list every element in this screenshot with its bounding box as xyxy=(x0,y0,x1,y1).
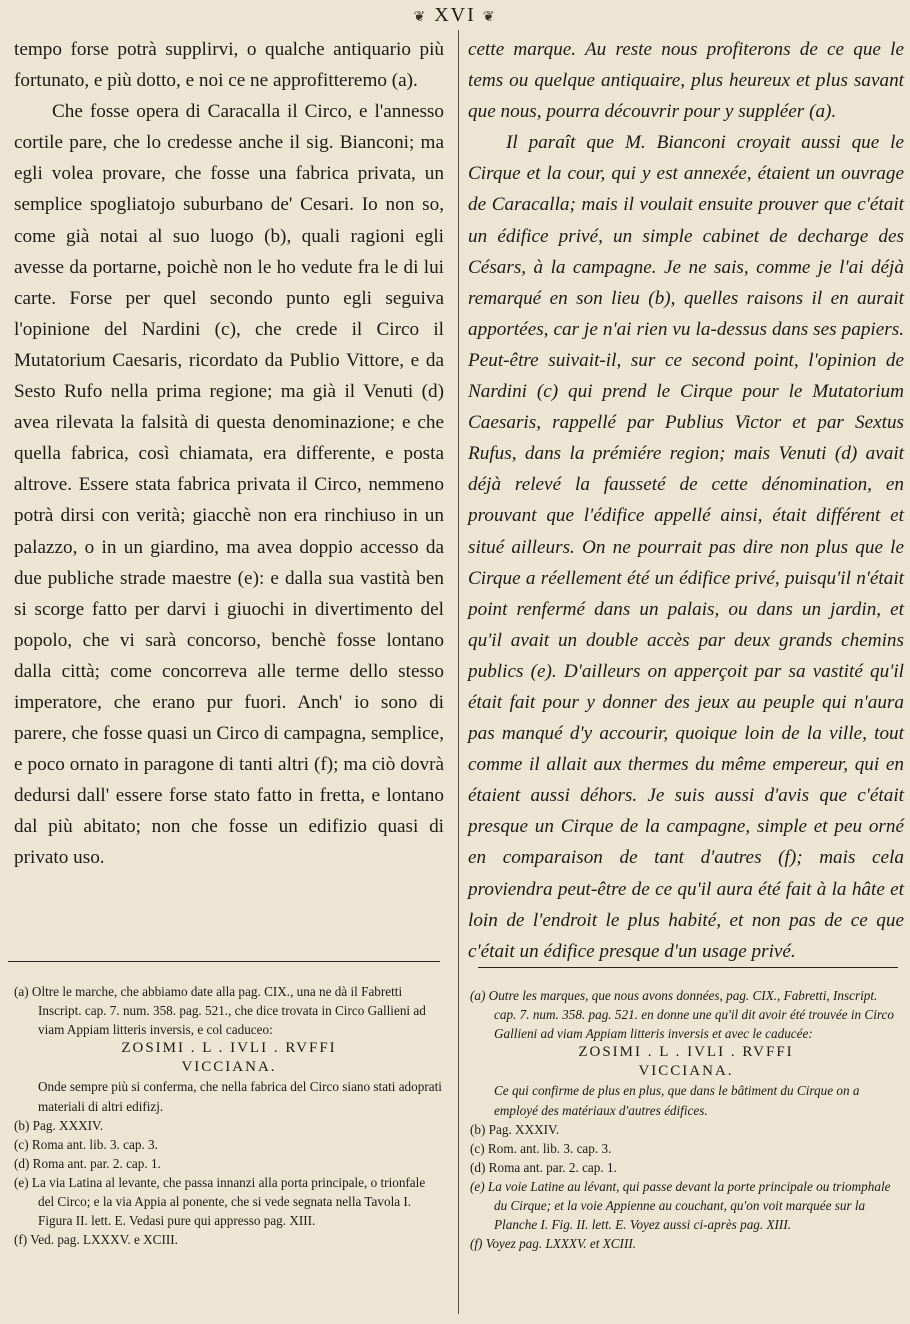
footnote-c: (c) Rom. ant. lib. 3. cap. 3. xyxy=(470,1140,612,1156)
french-footnotes xyxy=(470,986,902,1253)
footnote-a-continued: Onde sempre più si conferma, che nella fabrica del Circo siano stati adoprati materiali di altri edifizj. xyxy=(38,1079,442,1114)
inscription-line-1: ZOSIMI . L . IVLI . RVFFI xyxy=(121,1040,337,1057)
footnote-f: (f) Voyez pag. LXXXV. et XCIII. xyxy=(470,1236,637,1252)
footnote-b: (b) Pag. XXXIV. xyxy=(470,1121,560,1137)
footnote-a: (a) Oltre le marche, che abbiamo date alla pag. CIX., una ne dà il Fabretti Inscript. cap. 7. num. 358. pag. 521., che dice trovata in Circo Gallieni ad viam Appiam litteris inversis, e col caduceo: xyxy=(14,984,426,1038)
footnote-c: (c) Roma ant. lib. 3. cap. 3. xyxy=(14,1136,158,1152)
italian-footnotes xyxy=(14,982,444,1249)
italian-main-text xyxy=(14,34,444,946)
inscription-line-2: VICCIANA. xyxy=(638,1063,734,1080)
footnote-d: (d) Roma ant. par. 2. cap. 1. xyxy=(14,1155,161,1171)
footnote-d: (d) Roma ant. par. 2. cap. 1. xyxy=(470,1159,617,1175)
footnote-a: (a) Outre les marques, que nous avons données, pag. CIX., Fabretti, Inscript. cap. 7. num. 358. pag. 521. en donne une qu'il dit avoir été trouvée in Circo Gallieni ad viam Appiam litteris inversis et avec le caducée: xyxy=(470,988,894,1042)
left-ornament-icon: ❦ xyxy=(413,10,428,25)
italian-paragraph-2: Che fosse opera di Caracalla il Circo, e l'annesso cortile pare, che lo credesse anche il sig. Bianconi; ma egli volea provare, che fosse una fabrica privata, un semplice spogliatojo suburbano de' Cesari. Io non so, come già notai al suo luogo (b), quali ragioni egli avesse da portarne, poichè non le ho vedute fra le di lui carte. Forse per quel secondo punto egli seguiva l'opinione del Nardini (c), che crede il Circo il Mutatorium Caesaris, ricordato da Publio Vittore, e da Sesto Rufo nella prima regione; ma già il Venuti (d) avea rilevata la falsità di questa denominazione; e che quella fabrica, così chiamata, era differente, e posta altrove. Essere stata fabrica privata il Circo, nemmeno potrà dirsi con verità; giacchè non era rinchiuso in un palazzo, o in un giardino, ma avea doppio accesso da due publiche strade maestre (e): e dalla sua vastità ben si scorge fatto per darvi i giuochi in divertimento del popolo, che vi sarà concorso, benchè fosse lontano dalla città; come concorreva alle terme dello stesso imperatore, che erano pur fuori. Anch' io sono di parere, che fosse quasi un Circo di campagna, semplice, e poco ornato in paragone di tanti altri (f); ma ciò dovrà dedursi dall' essere forse stato fatto in fretta, e lontano dal più abitato; non che fosse un edifizio quasi di privato uso. xyxy=(14,101,444,869)
page-number: XVI xyxy=(434,4,476,26)
french-paragraph-2: Il paraît que M. Bianconi croyait aussi que le Cirque et la cour, qui y est annexée, étaient un ouvrage de Caracalla; mais il voulait ensuite prouver que c'était un édifice privé, un simple cabinet de decharge des Césars, à la campagne. Je ne sais, comme je l'ai déjà remarqué en son lieu (b), quelles raisons il en aurait apportées, car je n'ai rien vu la-dessus dans ses papiers. Peut-être suivait-il, sur ce second point, l'opinion de Nardini (c) qui prend le Cirque pour le Mutatorium Caesaris, rappellé par Publius Victor et par Sextus Rufus, dans la prémiére region; mais Venuti (d) avait déjà relevé la fausseté de cette dénomination, en prouvant que l'édifice appellé ainsi, était différent et situé ailleurs. On ne pourrait pas dire non plus que le Cirque a réellement été un édifice privé, puisqu'il n'était point renfermé dans un palais, ou dans un jardin, et qu'il avait un double accès par deux grands chemins publics (e). D'ailleurs on apperçoit par sa vastité qu'il était fait pour y donner des jeux au peuple qui n'aura pas manqué d'y accourir, quoique loin de la ville, tout comme il allait aux thermes du même empereur, qui en étaient aussi déhors. Je suis aussi d'avis que c'était presque un Cirque de la campagne, simple et peu orné en comparaison de tant d'autres (f); mais cela proviendra peut-être de ce qu'il aura été fait à la hâte et loin de l'endroit le plus habité, et non pas de ce que c'était un édifice presque d'un usage privé. xyxy=(468,132,904,962)
footnote-rule-left xyxy=(8,961,440,962)
right-ornament-icon: ❦ xyxy=(482,10,497,25)
footnote-b: (b) Pag. XXXIV. xyxy=(14,1117,104,1133)
footnote-rule-right xyxy=(478,967,898,968)
french-paragraph-1: cette marque. Au reste nous profiterons de ce que le tems ou quelque antiquaire, plus heureux et plus savant que nous, pourra découvrir pour y suppléer (a). xyxy=(468,39,904,123)
footnote-e: (e) La voie Latine au lévant, qui passe devant la porte principale ou triomphale du Cirque; et la voie Appienne au couchant, qu'on voit marquée sur la Planche I. Fig. II. lett. E. Voyez aussi ci-après pag. XIII. xyxy=(470,1178,891,1233)
french-main-text xyxy=(468,34,904,962)
footnote-a-continued: Ce qui confirme de plus en plus, que dans le bâtiment du Cirque on a employé des matériaux d'autres édifices. xyxy=(494,1083,860,1118)
footnote-e: (e) La via Latina al levante, che passa innanzi alla porta principale, o trionfale del Circo; e la via Appia al ponente, che si vede segnata nella Tavola I. Figura II. lett. E. Vedasi pure qui appresso pag. XIII. xyxy=(14,1174,426,1229)
page-header xyxy=(0,4,910,30)
inscription-line-2: VICCIANA. xyxy=(181,1059,277,1076)
column-divider xyxy=(458,30,459,1314)
inscription-line-1: ZOSIMI . L . IVLI . RVFFI xyxy=(578,1044,794,1061)
footnote-f: (f) Ved. pag. LXXXV. e XCIII. xyxy=(14,1232,178,1248)
italian-paragraph-1: tempo forse potrà supplirvi, o qualche antiquario più fortunato, e più dotto, e noi ce ne approfitteremo (a). xyxy=(14,39,444,92)
